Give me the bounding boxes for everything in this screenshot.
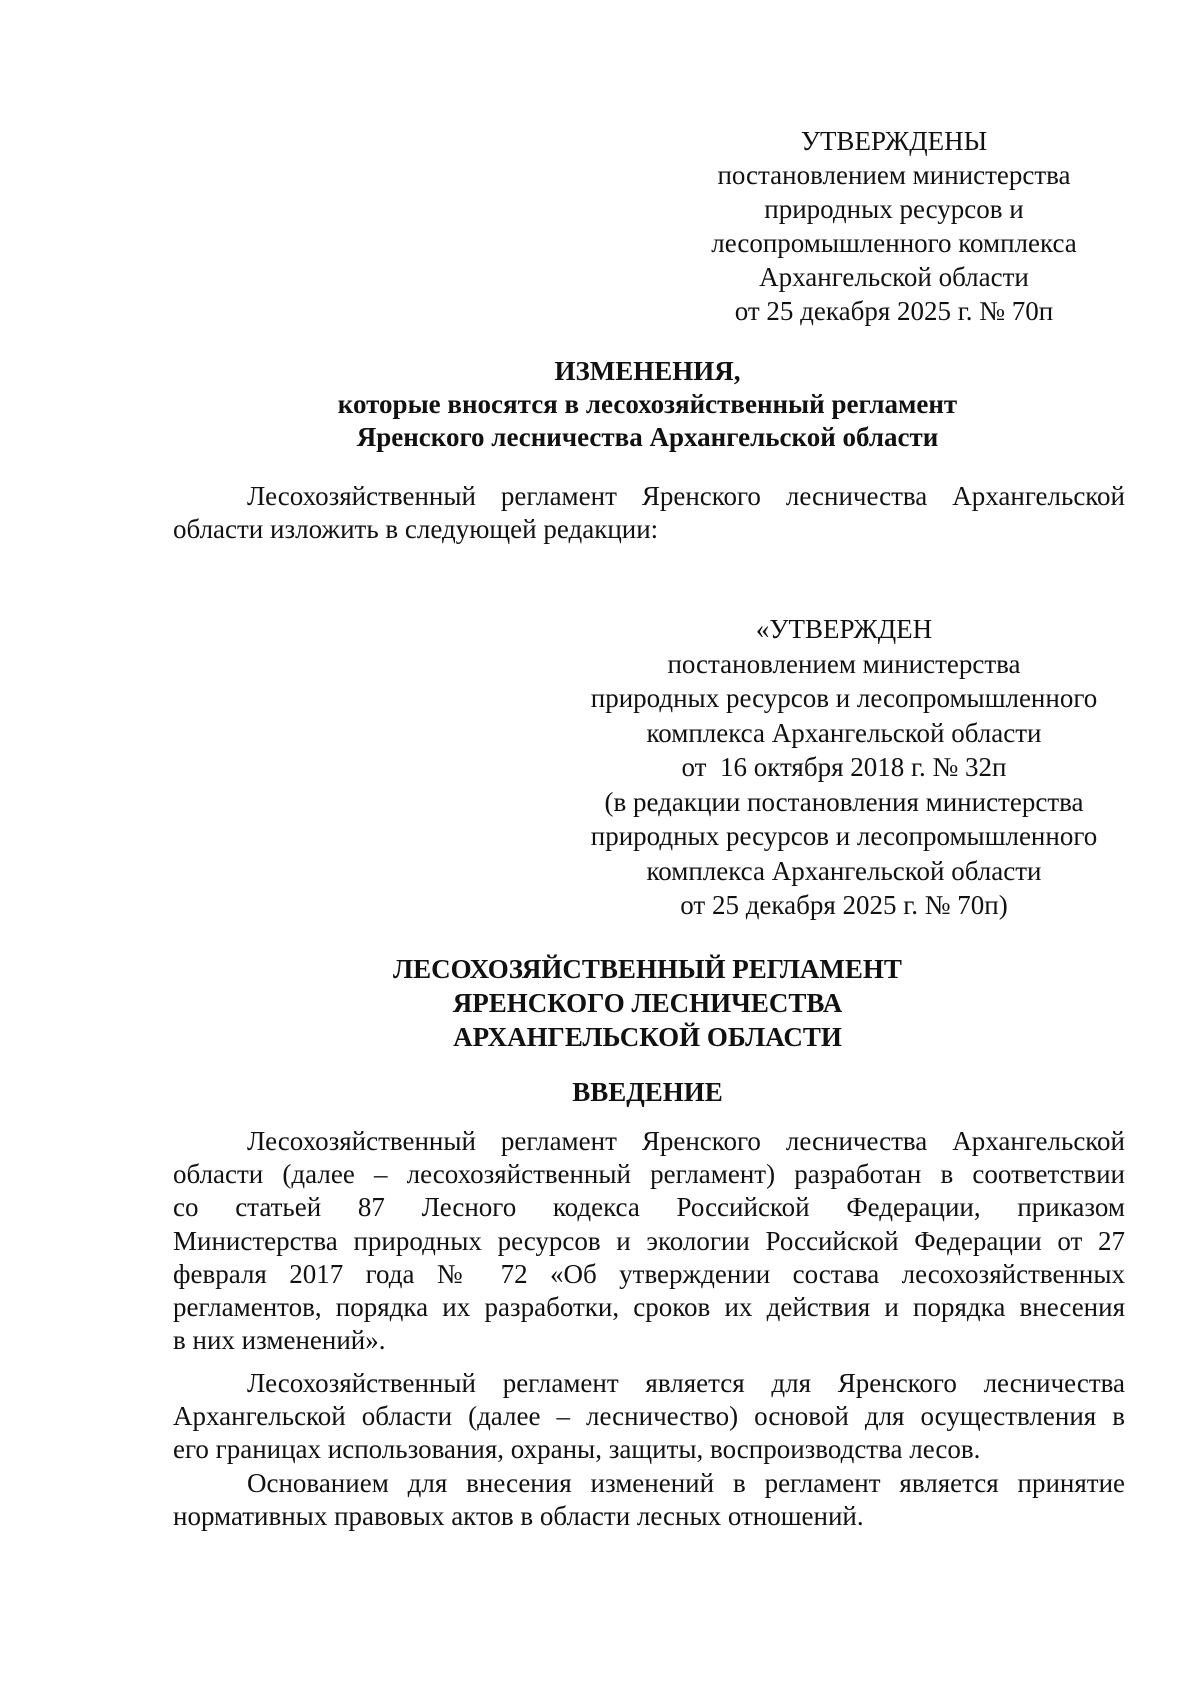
approval-line: постановлением министерства (667, 648, 1021, 679)
approval-line: природных ресурсов и (764, 194, 1024, 224)
approval-line: Архангельской области (759, 262, 1029, 292)
paragraph-line: Лесохозяйственный регламент Яренского лесничества Архангельской (247, 481, 1125, 511)
heading-line: ЛЕСОХОЗЯЙСТВЕННЫЙ РЕГЛАМЕНТ (393, 954, 902, 984)
approval-line: от 25 декабря 2025 г. № 70п) (680, 890, 1008, 920)
paragraph-line: его границах использования, охраны, защиты, воспроизводства лесов. (173, 1434, 981, 1465)
approval-line: природных ресурсов и лесопромышленного (590, 821, 1098, 851)
paragraph-line: Министерства природных ресурсов и экологии Российской Федерации от 27 (173, 1225, 1125, 1256)
paragraph-line: Лесохозяйственный регламент является для Яренского лесничества (247, 1368, 1125, 1398)
paragraph-line: в них изменений». (173, 1325, 386, 1356)
approval-line: комплекса Архангельской области (646, 717, 1042, 748)
paragraph-line: Основанием для внесения изменений в регламент является принятие (247, 1468, 1125, 1498)
body-paragraph (173, 1125, 1125, 1357)
approval-line: комплекса Архангельской области (646, 855, 1042, 886)
quoted-approval-block (564, 612, 1124, 923)
introduction-heading (170, 1076, 1125, 1109)
approval-line: лесопромышленного комплекса (711, 228, 1077, 258)
heading-line: АРХАНГЕЛЬСКОЙ ОБЛАСТИ (453, 1022, 842, 1052)
approval-block (664, 124, 1124, 328)
approval-line: постановлением министерства (717, 160, 1071, 190)
approval-line: УТВЕРЖДЕНЫ (800, 126, 988, 156)
regulation-heading (170, 952, 1125, 1054)
paragraph-line: Архангельской области (далее – лесничество) основой для осуществления в (173, 1401, 1125, 1432)
approval-line: природных ресурсов и лесопромышленного (590, 683, 1098, 713)
heading-line: Яренского лесничества Архангельской области (356, 422, 939, 452)
heading-line: ВВЕДЕНИЕ (572, 1077, 723, 1107)
approval-line: (в редакции постановления министерства (604, 786, 1084, 817)
paragraph-line: области изложить в следующей редакции: (173, 514, 659, 545)
approval-line: «УТВЕРЖДЕН (755, 614, 933, 644)
intro-paragraph (173, 480, 1125, 546)
paragraph-line: регламентов, порядка их разработки, сроков их действия и порядка внесения (173, 1292, 1125, 1323)
paragraph-line: со статьей 87 Лесного кодекса Российской Федерации, приказом (173, 1192, 1125, 1223)
heading-line: ЯРЕНСКОГО ЛЕСНИЧЕСТВА (452, 988, 843, 1018)
approval-line: от 25 декабря 2025 г. № 70п (734, 296, 1054, 326)
heading-line: которые вносятся в лесохозяйственный регламент (337, 389, 958, 419)
paragraph-line: февраля 2017 года № 72 «Об утверждении состава лесохозяйственных (173, 1258, 1125, 1289)
approval-line: от 16 октября 2018 г. № 32п (681, 752, 1007, 782)
heading-line: ИЗМЕНЕНИЯ, (554, 356, 741, 386)
paragraph-line: Лесохозяйственный регламент Яренского лесничества Архангельской (247, 1126, 1125, 1156)
body-paragraph (173, 1467, 1125, 1533)
body-paragraph (173, 1367, 1125, 1467)
changes-heading (170, 355, 1125, 454)
paragraph-line: нормативных правовых актов в области лесных отношений. (173, 1501, 864, 1532)
paragraph-line: области (далее – лесохозяйственный регламент) разработан в соответствии (173, 1159, 1125, 1190)
